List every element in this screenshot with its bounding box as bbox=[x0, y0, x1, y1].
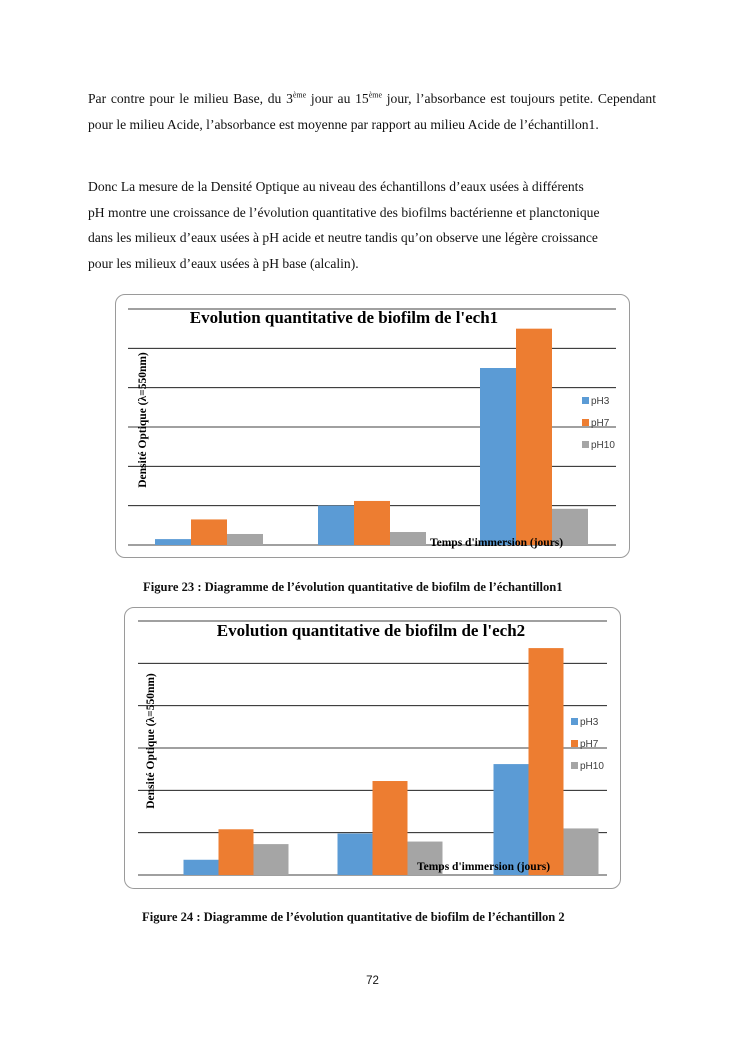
paragraph-1-part-2: jour au 15 bbox=[306, 91, 369, 106]
superscript-1: ème bbox=[292, 90, 307, 100]
chart-1-legend-swatch-ph3 bbox=[582, 397, 589, 404]
paragraph-2-line-1: Donc La mesure de la Densité Optique au niveau des échantillons d’eaux usées à différents bbox=[88, 179, 584, 194]
chart-2-legend-swatch-ph10 bbox=[571, 762, 578, 769]
chart-1-title: Evolution quantitative de biofilm de l'ech1 bbox=[189, 308, 499, 327]
chart-1-bar-ph10-1 bbox=[227, 534, 263, 545]
paragraph-1-part-1: Par contre pour le milieu Base, du 3 bbox=[88, 91, 293, 106]
chart-1-bar-ph7-1 bbox=[191, 519, 227, 545]
chart-2-legend-label-ph10: pH10 bbox=[580, 761, 604, 772]
chart-2-canvas bbox=[125, 608, 620, 888]
chart-1-x-axis-label: Temps d'immersion (jours) bbox=[430, 537, 564, 549]
chart-2-bar-ph3-2 bbox=[338, 834, 373, 875]
chart-2-bar-ph3-1 bbox=[184, 860, 219, 875]
chart-2 bbox=[124, 607, 621, 889]
chart-1-legend-label-ph3: pH3 bbox=[591, 396, 610, 407]
chart-2-legend-swatch-ph7 bbox=[571, 740, 578, 747]
chart-2-bar-ph7-1 bbox=[219, 829, 254, 875]
chart-2-bar-ph10-3 bbox=[564, 828, 599, 875]
chart-1-y-axis-label: Densité Optique (λ=550nm) bbox=[137, 352, 149, 488]
figure-24-caption: Figure 24 : Diagramme de l’évolution quantitative de biofilm de l’échantillon 2 bbox=[142, 910, 565, 924]
chart-2-x-axis-label: Temps d'immersion (jours) bbox=[417, 861, 551, 873]
chart-1-canvas bbox=[116, 295, 629, 557]
paragraph-2-line-3: dans les milieux d’eaux usées à pH acide et neutre tandis qu’on observe une légère croissance bbox=[88, 230, 598, 245]
chart-2-y-axis-label: Densité Optique (λ=550nm) bbox=[145, 673, 157, 809]
paragraph-2-line-2: pH montre une croissance de l’évolution quantitative des biofilms bactérienne et planctonique bbox=[88, 204, 600, 220]
paragraph-1-part-3: jour, l’absorbance est toujours petite. Cependant pour le milieu Acide, l’absorbance est moyenne par rapport au milieu Acide de l’échantillon1. bbox=[88, 91, 656, 132]
chart-1-bar-ph7-3 bbox=[516, 329, 552, 545]
chart-1-legend-label-ph7: pH7 bbox=[591, 418, 610, 429]
chart-1-legend-label-ph10: pH10 bbox=[591, 440, 615, 451]
chart-1 bbox=[115, 294, 630, 558]
chart-2-bar-ph7-3 bbox=[529, 648, 564, 875]
chart-1-bar-ph10-2 bbox=[390, 532, 426, 545]
chart-1-bar-ph7-2 bbox=[354, 501, 390, 545]
chart-1-legend-swatch-ph7 bbox=[582, 419, 589, 426]
chart-2-title: Evolution quantitative de biofilm de l'ech2 bbox=[216, 621, 526, 640]
chart-2-legend-label-ph3: pH3 bbox=[580, 717, 599, 728]
figure-23-caption: Figure 23 : Diagramme de l’évolution quantitative de biofilm de l’échantillon1 bbox=[143, 580, 563, 594]
chart-2-bar-ph7-2 bbox=[373, 781, 408, 875]
page-number: 72 bbox=[366, 975, 379, 987]
chart-2-bar-ph3-3 bbox=[494, 764, 529, 875]
paragraph-1 bbox=[88, 86, 656, 137]
chart-2-bar-ph10-1 bbox=[254, 844, 289, 875]
chart-1-legend-swatch-ph10 bbox=[582, 441, 589, 448]
chart-1-bar-ph3-1 bbox=[155, 539, 191, 545]
paragraph-2-line-4: pour les milieux d’eaux usées à pH base (alcalin). bbox=[88, 255, 359, 271]
superscript-2: ème bbox=[368, 90, 383, 100]
chart-1-bar-ph3-2 bbox=[318, 506, 354, 545]
chart-1-bar-ph3-3 bbox=[480, 368, 516, 545]
paragraph-2 bbox=[88, 174, 688, 276]
chart-2-legend-swatch-ph3 bbox=[571, 718, 578, 725]
chart-2-legend-label-ph7: pH7 bbox=[580, 739, 599, 750]
